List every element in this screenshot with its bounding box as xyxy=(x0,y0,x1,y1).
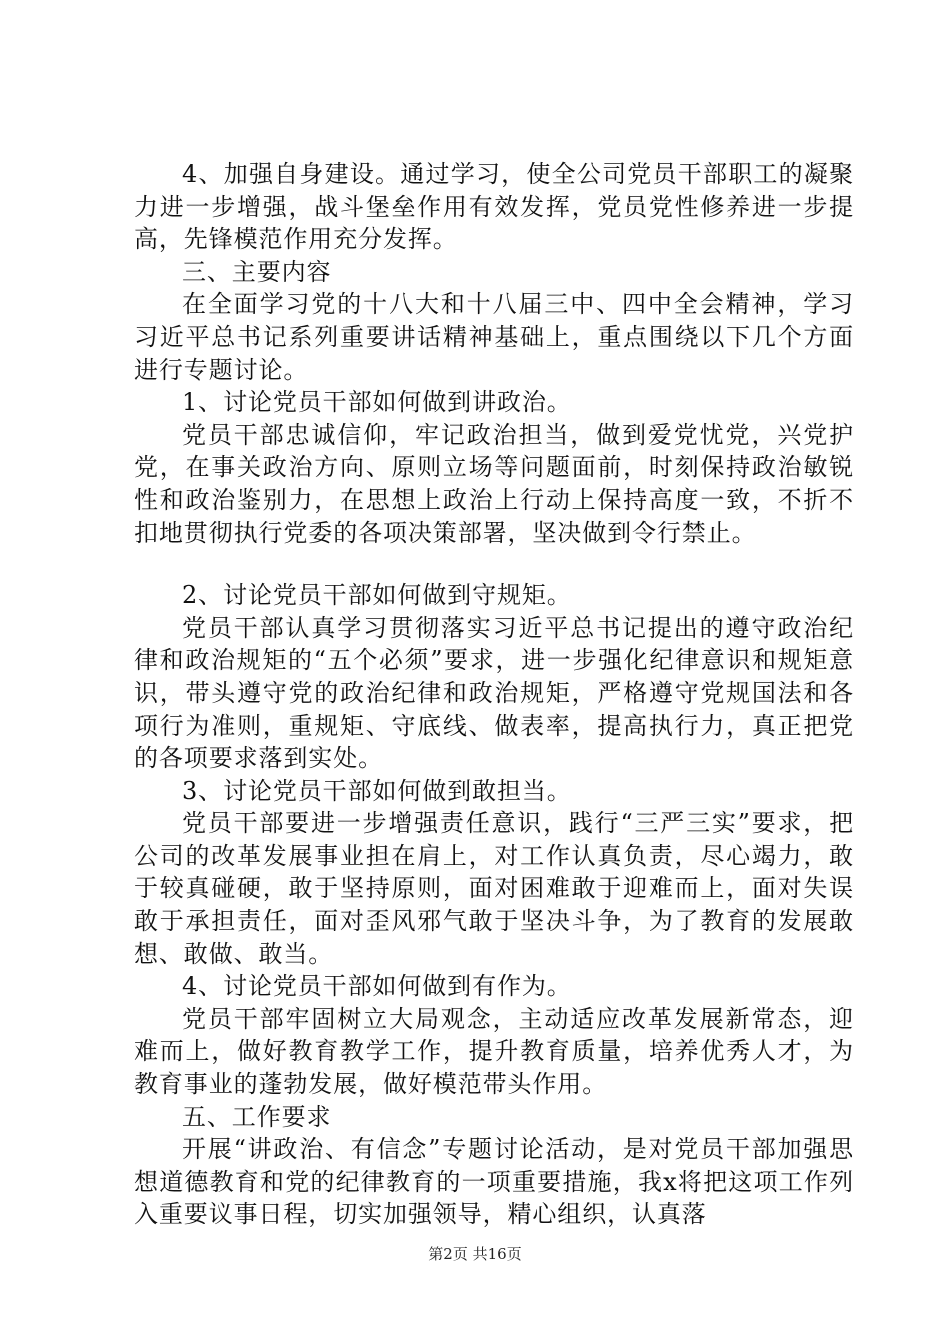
paragraph-study-intro: 在全面学习党的十八大和十八届三中、四中全会精神，学习习近平总书记系列重要讲话精神基础上，重点围绕以下几个方面进行专题讨论。 xyxy=(134,290,854,384)
paragraph-talk-politics: 党员干部忠诚信仰，牢记政治担当，做到爱党忧党，兴党护党，在事关政治方向、原则立场等问题面前，时刻保持政治敏锐性和政治鉴别力，在思想上政治上行动上保持高度一致，不折不扣地贯彻执行党委的各项决策部署，坚决做到令行禁止。 xyxy=(134,420,854,547)
subheading-take-responsibility: 3、讨论党员干部如何做到敢担当。 xyxy=(182,776,572,805)
paragraph-strengthen-self: 4、加强自身建设。通过学习，使全公司党员干部职工的凝聚力进一步增强，战斗堡垒作用有效发挥，党员党性修养进一步提高，先锋模范作用充分发挥。 xyxy=(134,160,854,254)
paragraph-take-responsibility: 党员干部要进一步增强责任意识，践行“三严三实”要求，把公司的改革发展事业担在肩上，对工作认真负责，尽心竭力，敢于较真碰硬，敢于坚持原则，面对困难敢于迎难而上，面对失误敢于承担责任，面对歪风邪气敢于坚决斗争，为了教育的发展敢想、敢做、敢当。 xyxy=(134,809,854,968)
section-heading-work-requirements: 五、工作要求 xyxy=(182,1102,332,1131)
section-heading-main-content: 三、主要内容 xyxy=(182,257,332,286)
paragraph-follow-rules: 党员干部认真学习贯彻落实习近平总书记提出的遵守政治纪律和政治规矩的“五个必须”要求，进一步强化纪律意识和规矩意识，带头遵守党的政治纪律和政治规矩，严格遵守党规国法和各项行为准则，重规矩、守底线、做表率，提高执行力，真正把党的各项要求落到实处。 xyxy=(134,613,854,773)
subheading-be-effective: 4、讨论党员干部如何做到有作为。 xyxy=(182,972,572,1001)
subheading-follow-rules: 2、讨论党员干部如何做到守规矩。 xyxy=(182,581,572,610)
paragraph-be-effective: 党员干部牢固树立大局观念，主动适应改革发展新常态，迎难而上，做好教育教学工作，提升教育质量，培养优秀人才，为教育事业的蓬勃发展，做好模范带头作用。 xyxy=(134,1004,854,1099)
subheading-talk-politics: 1、讨论党员干部如何做到讲政治。 xyxy=(182,388,572,417)
page-number-footer: 第2页 共16页 xyxy=(428,1245,522,1263)
document-body xyxy=(134,158,854,1231)
paragraph-work-requirements: 开展“讲政治、有信念”专题讨论活动，是对党员干部加强思想道德教育和党的纪律教育的一项重要措施，我x将把这项工作列入重要议事日程，切实加强领导，精心组织，认真落 xyxy=(134,1135,854,1229)
